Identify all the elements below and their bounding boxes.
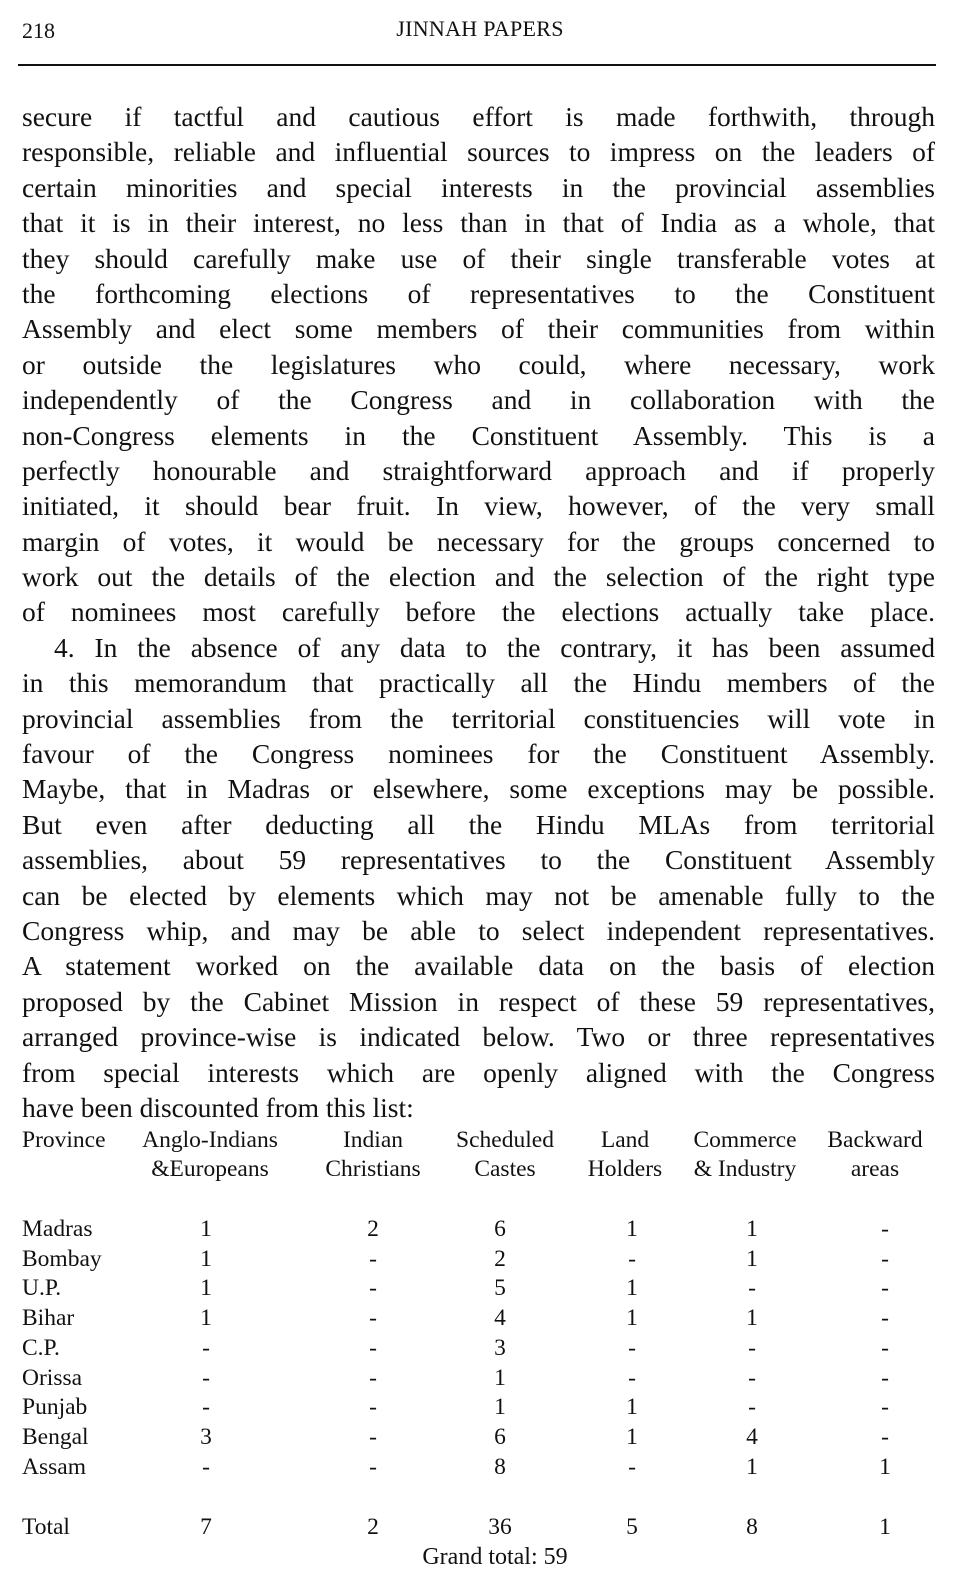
table-cell: 4 xyxy=(494,1305,506,1332)
column-header: Province xyxy=(22,1127,106,1153)
total-cell: 1 xyxy=(879,1514,891,1540)
text-line: initiated, it should bear fruit. In view, however, of the very small xyxy=(22,490,935,522)
text-line: that it is in their interest, no less than in that of India as a whole, that xyxy=(22,207,935,239)
table-cell: 1 xyxy=(879,1453,891,1480)
table-cell: - xyxy=(369,1394,377,1421)
text-line: arranged province-wise is indicated below. Two or three representatives xyxy=(22,1021,935,1053)
column-header: & Industry xyxy=(693,1156,797,1182)
province-name: C.P. xyxy=(22,1334,60,1361)
column-header: Holders xyxy=(587,1156,663,1182)
text-line: perfectly honourable and straightforward approach and if properly xyxy=(22,454,935,486)
table-cell: 4 xyxy=(746,1423,758,1450)
text-line: can be elected by elements which may not be amenable fully to the xyxy=(22,879,935,911)
table-cell: 8 xyxy=(494,1453,506,1480)
table-cell: - xyxy=(748,1364,756,1391)
text-line: 4. In the absence of any data to the contrary, it has been assumed xyxy=(54,631,935,663)
table-cell: 1 xyxy=(200,1216,212,1242)
total-cell: 7 xyxy=(200,1514,212,1540)
table-cell: - xyxy=(369,1275,377,1302)
table-cell: - xyxy=(881,1394,889,1421)
table-cell: 5 xyxy=(494,1275,506,1302)
table-cell: 2 xyxy=(367,1216,379,1242)
table-cell: - xyxy=(881,1305,889,1332)
table-cell: - xyxy=(628,1245,636,1272)
table-cell: - xyxy=(881,1423,889,1450)
total-cell: 36 xyxy=(488,1514,512,1540)
total-cell: 2 xyxy=(367,1514,379,1540)
province-name: Orissa xyxy=(22,1364,83,1391)
text-line: non-Congress elements in the Constituent Assembly. This is a xyxy=(22,419,935,451)
text-line: work out the details of the election and the selection of the right type xyxy=(22,561,935,593)
table-cell: 1 xyxy=(494,1364,506,1391)
table-cell: - xyxy=(202,1453,210,1480)
table-cell: - xyxy=(202,1394,210,1421)
table-cell: 1 xyxy=(626,1305,638,1332)
table-cell: 1 xyxy=(746,1245,758,1272)
province-name: Punjab xyxy=(22,1394,88,1421)
table-cell: 1 xyxy=(494,1394,506,1421)
total-label: Total xyxy=(22,1514,70,1540)
province-name: Bengal xyxy=(22,1423,89,1450)
column-header: Indian xyxy=(342,1127,404,1153)
column-header: Backward xyxy=(827,1127,923,1153)
table-cell: 6 xyxy=(494,1216,506,1242)
grand-total: Grand total: 59 xyxy=(422,1544,568,1570)
province-name: Assam xyxy=(22,1453,86,1480)
text-line: But even after deducting all the Hindu MLAs from territorial xyxy=(22,808,935,840)
text-line: responsible, reliable and influential sources to impress on the leaders of xyxy=(22,136,935,168)
text-line: in this memorandum that practically all the Hindu members of the xyxy=(22,667,935,699)
text-line: assemblies, about 59 representatives to the Constituent Assembly xyxy=(22,844,935,876)
table-cell: 1 xyxy=(626,1423,638,1450)
table-cell: - xyxy=(369,1305,377,1332)
table-cell: - xyxy=(881,1216,889,1242)
table-cell: - xyxy=(881,1275,889,1302)
table-cell: 3 xyxy=(494,1334,506,1361)
text-line: Maybe, that in Madras or elsewhere, some exceptions may be possible. xyxy=(22,773,935,805)
table-cell: 1 xyxy=(626,1216,638,1242)
table-cell: - xyxy=(881,1364,889,1391)
total-cell: 5 xyxy=(626,1514,638,1540)
table-cell: 1 xyxy=(200,1275,212,1302)
text-line: proposed by the Cabinet Mission in respect of these 59 representatives, xyxy=(22,985,935,1017)
table-cell: - xyxy=(202,1364,210,1391)
province-name: Bihar xyxy=(22,1305,75,1332)
table-cell: 6 xyxy=(494,1423,506,1450)
table-cell: 1 xyxy=(626,1275,638,1302)
table-cell: - xyxy=(369,1334,377,1361)
text-line: have been discounted from this list: xyxy=(22,1091,414,1123)
running-head: JINNAH PAPERS xyxy=(396,16,564,41)
text-line: A statement worked on the available data on the basis of election xyxy=(22,950,935,982)
table-cell: - xyxy=(881,1334,889,1361)
body-text xyxy=(22,99,935,1125)
text-line: favour of the Congress nominees for the Constituent Assembly. xyxy=(22,738,935,770)
province-name: U.P. xyxy=(22,1275,62,1302)
column-header: &Europeans xyxy=(151,1156,269,1182)
text-line: margin of votes, it would be necessary for the groups concerned to xyxy=(22,525,935,557)
text-line: Assembly and elect some members of their communities from within xyxy=(22,313,935,345)
text-line: from special interests which are openly aligned with the Congress xyxy=(22,1056,935,1088)
table-cell: - xyxy=(369,1364,377,1391)
column-header: Anglo-Indians xyxy=(142,1127,278,1153)
table-cell: 2 xyxy=(494,1245,506,1272)
table-cell: - xyxy=(748,1275,756,1302)
text-line: Congress whip, and may be able to select independent representatives. xyxy=(22,914,935,946)
table-cell: 1 xyxy=(746,1216,758,1242)
table-cell: 1 xyxy=(200,1245,212,1272)
text-line: or outside the legislatures who could, where necessary, work xyxy=(22,348,935,380)
table-cell: 1 xyxy=(200,1305,212,1332)
text-line: independently of the Congress and in collaboration with the xyxy=(22,384,935,416)
text-line: provincial assemblies from the territorial constituencies will vote in xyxy=(22,702,935,734)
text-line: they should carefully make use of their single transferable votes at xyxy=(22,242,935,274)
text-line: of nominees most carefully before the elections actually take place. xyxy=(22,596,935,628)
column-header: Christians xyxy=(325,1156,421,1182)
header-rule xyxy=(18,64,936,66)
page-number: 218 xyxy=(22,18,55,43)
table-cell: 1 xyxy=(626,1394,638,1421)
column-header: areas xyxy=(850,1156,900,1182)
table-cell: - xyxy=(628,1364,636,1391)
table-cell: - xyxy=(748,1394,756,1421)
table-cell: - xyxy=(202,1334,210,1361)
table-cell: - xyxy=(628,1453,636,1480)
text-line: the forthcoming elections of representatives to the Constituent xyxy=(22,277,935,309)
text-line: certain minorities and special interests in the provincial assemblies xyxy=(22,171,935,203)
column-header: Castes xyxy=(474,1156,536,1182)
table-cell: - xyxy=(748,1334,756,1361)
table-cell: - xyxy=(369,1245,377,1272)
table-cell: 3 xyxy=(200,1423,212,1450)
column-header: Commerce xyxy=(693,1127,797,1153)
table-cell: 1 xyxy=(746,1453,758,1480)
table-cell: - xyxy=(369,1453,377,1480)
column-header: Land xyxy=(600,1127,650,1153)
total-cell: 8 xyxy=(746,1514,758,1540)
table-cell: - xyxy=(628,1334,636,1361)
text-line: secure if tactful and cautious effort is made forthwith, through xyxy=(22,101,935,132)
province-name: Madras xyxy=(22,1216,93,1242)
column-header: Scheduled xyxy=(456,1127,554,1153)
table-cell: 1 xyxy=(746,1305,758,1332)
province-name: Bombay xyxy=(22,1245,102,1272)
table-cell: - xyxy=(369,1423,377,1450)
table-cell: - xyxy=(881,1245,889,1272)
